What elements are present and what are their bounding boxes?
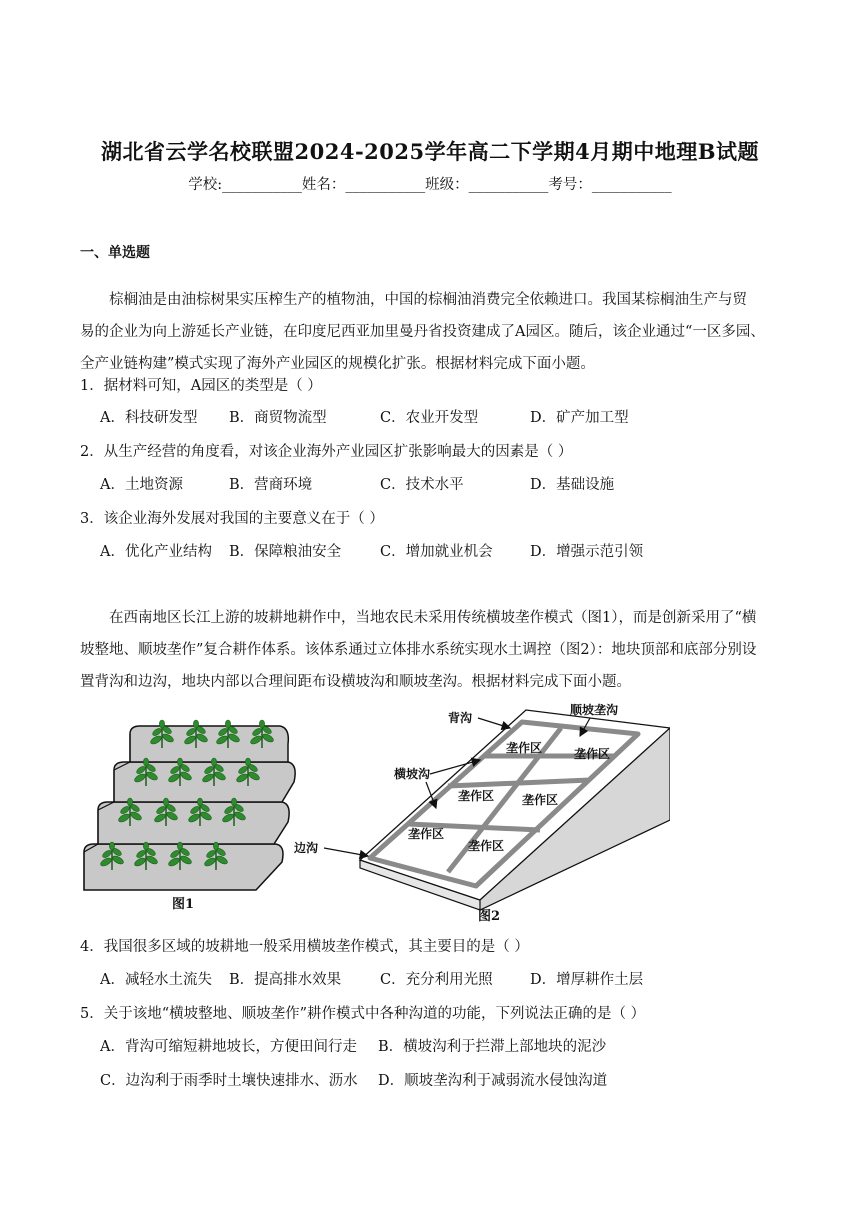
material-2 [80,602,784,698]
back-ditch-arrow [478,718,510,728]
question-1-option-b: B．商贸物流型 [229,410,327,426]
question-3-stem: 3．该企业海外发展对我国的主要意义在于（ ） [80,511,384,527]
document-title: 湖北省云学名校联盟2024-2025学年高二下学期4月期中地理B试题 [101,139,759,164]
question-2-option-a: A．土地资源 [100,477,183,493]
zone-label: 垄作区 [408,827,445,841]
question-5-option-a: A．背沟可缩短耕地坡长，方便田间行走 [100,1039,357,1055]
question-5-option-c: C．边沟利于雨季时土壤快速排水、沥水 [100,1073,358,1089]
material-1-line-2: 易的企业为向上游延长产业链，在印度尼西亚加里曼丹省投资建成了A园区。随后，该企业通过“一区多园、 [80,324,765,340]
question-1-option-a: A．科技研发型 [100,410,198,426]
question-3-option-d: D．增强示范引领 [530,544,644,560]
section-heading: 一、单选题 [80,245,150,261]
zone-label: 垄作区 [468,839,505,853]
cross-ditch-label: 横坡沟 [394,767,431,781]
slope-ridge-ditch-label: 顺坡垄沟 [570,703,619,717]
material-1 [80,284,784,380]
back-ditch-label: 背沟 [448,711,473,725]
figure-1-terrace-diagram [76,712,296,912]
figure-2-drainage-diagram [290,700,670,922]
question-5-option-b: B．横坡沟利于拦滞上部地块的泥沙 [378,1039,607,1055]
zone-label: 垄作区 [506,741,543,755]
question-2-option-d: D．基础设施 [530,477,615,493]
question-3-option-a: A．优化产业结构 [100,544,212,560]
question-4-stem: 4．我国很多区域的坡耕地一般采用横坡垄作模式，其主要目的是（ ） [80,939,529,955]
material-1-line-3: 全产业链构建”模式实现了海外产业园区的规模化扩张。根据材料完成下面小题。 [80,356,595,372]
question-1-option-c: C．农业开发型 [380,410,479,426]
zone-label: 垄作区 [522,793,559,807]
question-3-option-b: B．保障粮油安全 [229,544,342,560]
question-5-option-d: D．顺坡垄沟利于减弱流水侵蚀沟道 [378,1073,608,1089]
student-info-line: 学校:___________姓名：___________班级：___________考号：___________ [188,177,672,193]
question-1-option-d: D．矿产加工型 [530,410,629,426]
question-1-stem: 1．据材料可知，A园区的类型是（ ） [80,378,322,394]
figure-1-caption: 图1 [172,897,195,912]
question-2-option-c: C．技术水平 [380,477,464,493]
question-2-option-b: B．营商环境 [229,477,313,493]
question-2-stem: 2．从生产经营的角度看，对该企业海外产业园区扩张影响最大的因素是（ ） [80,444,573,460]
question-4-option-a: A．减轻水土流失 [100,972,212,988]
question-5-stem: 5．关于该地“横坡整地、顺坡垄作”耕作模式中各种沟道的功能，下列说法正确的是（ ） [80,1006,646,1022]
question-4-option-d: D．增厚耕作土层 [530,972,644,988]
material-1-line-1: 棕榈油是由油棕树果实压榨生产的植物油，中国的棕榈油消费完全依赖进口。我国某棕榈油生产与贸 [109,292,747,308]
material-2-line-3: 置背沟和边沟，地块内部以合理间距布设横坡沟和顺坡垄沟。根据材料完成下面小题。 [80,674,631,690]
question-3-option-c: C．增加就业机会 [380,544,493,560]
question-4-option-b: B．提高排水效果 [229,972,342,988]
figure-2-caption: 图2 [478,909,501,924]
question-4-option-c: C．充分利用光照 [380,972,493,988]
edge-ditch-arrow [324,848,368,856]
zone-label: 垄作区 [574,747,611,761]
edge-ditch-label: 边沟 [294,841,319,855]
material-2-line-1: 在西南地区长江上游的坡耕地耕作中，当地农民未采用传统横坡垄作模式（图1），而是创新采用了“横 [109,610,757,626]
material-2-line-2: 坡整地、顺坡垄作”复合耕作体系。该体系通过立体排水系统实现水土调控（图2）：地块顶部和底部分别设 [80,642,757,658]
zone-label: 垄作区 [458,789,495,803]
